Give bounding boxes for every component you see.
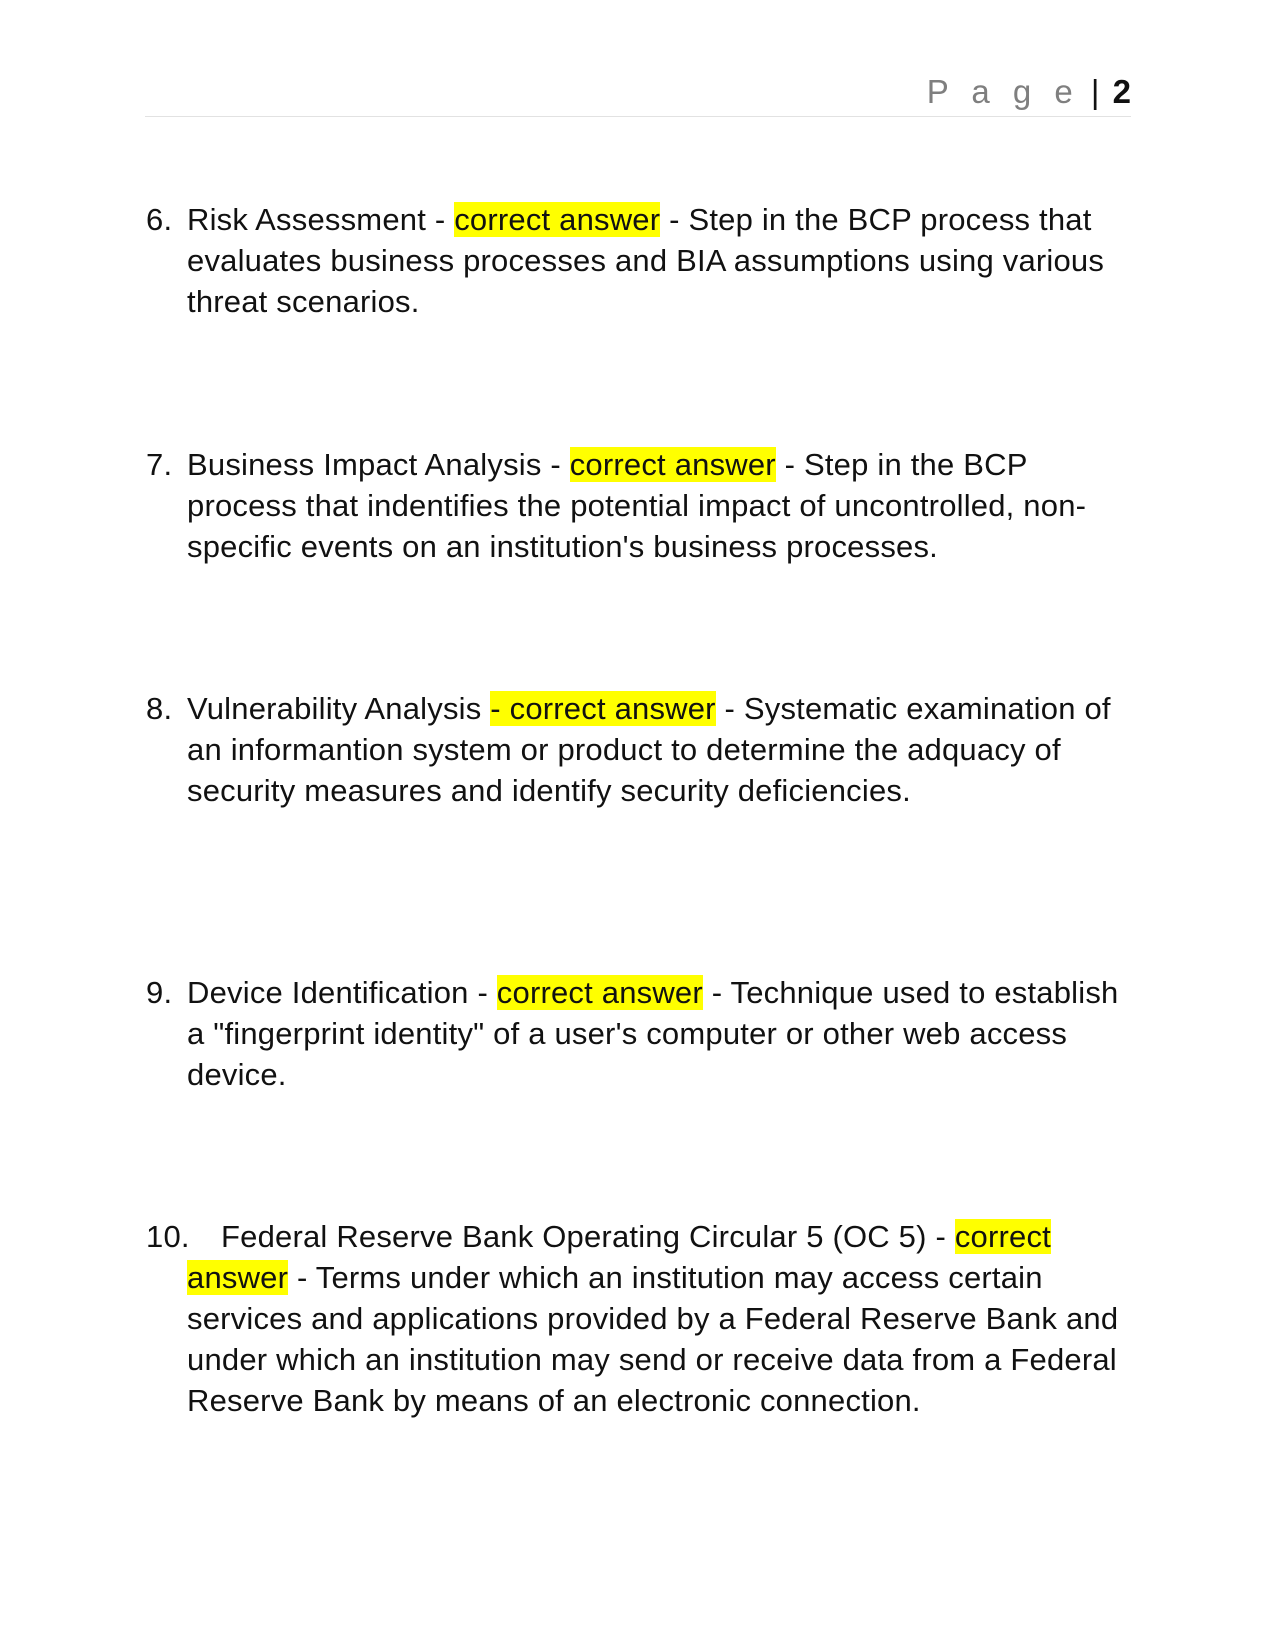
item-term: Business Impact Analysis - [187,447,561,482]
page-separator: | [1090,73,1100,110]
list-item-6 [146,199,1126,322]
list-item-text [146,972,1126,1095]
answer-highlight: correct answer [454,202,661,237]
answer-highlight: correct answer [569,447,776,482]
item-number: 8. [146,691,173,726]
list-item-text [146,1216,1126,1421]
page-number-label [927,74,1131,110]
page-word: P a g e [926,73,1080,110]
answer-highlight: correct answer [496,975,703,1010]
item-definition: - Step in the BCP process that indentifies the potential impact of uncontrolled, non-specific events on an institution's business processes. [187,447,1087,564]
page-header [145,68,1131,117]
item-number: 6. [146,202,173,237]
answer-highlight: - correct answer [490,691,716,726]
item-definition: - Systematic examination of an informantion system or product to determine the adquacy of security measures and identify security deficiencies. [187,691,1111,808]
list-item-8 [146,688,1126,811]
list-item-text [146,688,1126,811]
item-definition: - Terms under which an institution may access certain services and applications provided by a Federal Reserve Bank and under which an institution may send or receive data from a Federal Reserve Bank by means of an electronic connection. [187,1260,1119,1418]
list-item-7 [146,444,1126,567]
item-term: Federal Reserve Bank Operating Circular 5 (OC 5) - [221,1219,946,1254]
list-item-9 [146,972,1126,1095]
item-number: 10. [146,1219,190,1254]
list-item-text [146,444,1126,567]
list-item-10 [146,1216,1126,1421]
answer-highlight: correct [954,1219,1051,1254]
item-definition: - Step in the BCP process that evaluates business processes and BIA assumptions using various threat scenarios. [187,202,1105,319]
page-number: 2 [1112,73,1131,110]
item-definition: - Technique used to establish a "fingerprint identity" of a user's computer or other web access device. [187,975,1119,1092]
item-number: 7. [146,447,173,482]
item-number: 9. [146,975,173,1010]
item-term: Device Identification - [187,975,488,1010]
item-term: Vulnerability Analysis [187,691,482,726]
list-item-text [146,199,1126,322]
item-term: Risk Assessment - [187,202,446,237]
answer-highlight-continued: answer [187,1260,289,1295]
